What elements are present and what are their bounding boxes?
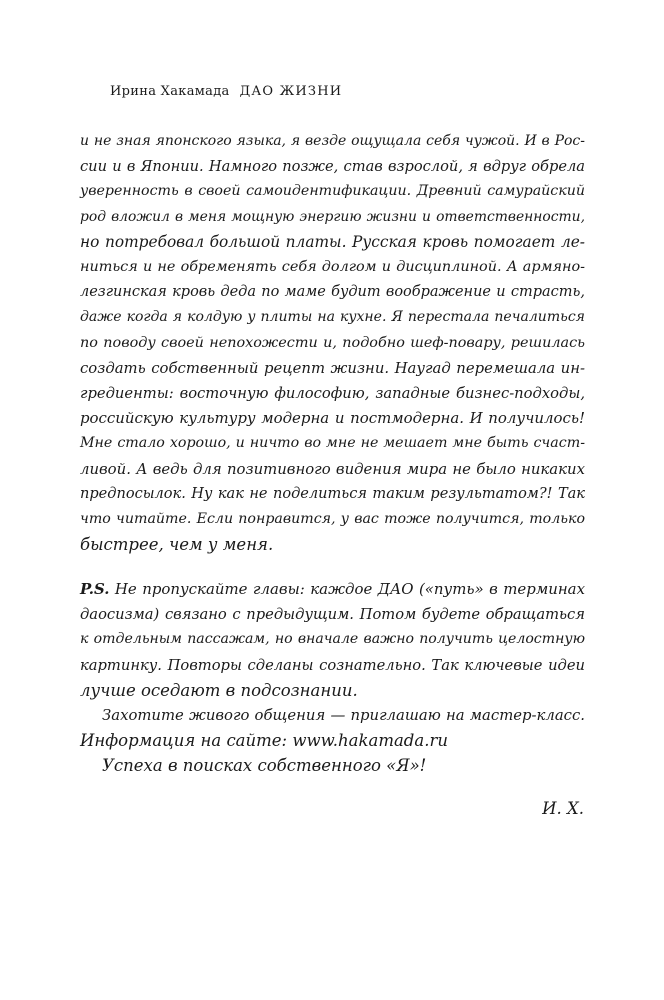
text-line: даосизма) связано с предыдущим. Потом будете обращаться [80, 606, 585, 624]
text-line: ливой. А ведь для позитивного видения мира не было никаких [80, 459, 585, 478]
text-line: но потребовал большой платы. Русская кровь помогает ле- [80, 232, 585, 251]
ps-first-line [80, 577, 585, 602]
text-line: создать собственный рецепт жизни. Наугад перемешала ин- [80, 359, 585, 377]
text-line: даже когда я колдую у плиты на кухне. Я перестала печалиться [80, 309, 585, 326]
running-head-author: Ирина Хакамада [110, 84, 230, 99]
text-line: ниться и не обременять себя долгом и дисциплиной. А армяно- [80, 259, 585, 276]
text-line: картинку. Повторы сделаны сознательно. Так ключевые идеи [80, 656, 585, 674]
ps-label: P.S. [80, 580, 110, 598]
text-line: и не зная японского языка, я везде ощущала себя чужой. И в Рос- [80, 133, 585, 149]
ps-paragraph [80, 577, 585, 779]
running-head [110, 84, 342, 99]
text-line: Мне стало хорошо, и ничто во мне не мешает мне быть счаст- [80, 435, 585, 452]
website-line: Информация на сайте: www.hakamada.ru [80, 731, 448, 751]
signature: И. Х. [542, 799, 584, 818]
text-line: уверенность в своей самоидентификации. Древний самурайский [80, 183, 585, 200]
text-line: что читайте. Если понравится, у вас тоже получится, только [80, 511, 585, 528]
text-line: лучше оседают в подсознании. [80, 680, 358, 700]
text-line: предпосылок. Ну как не поделиться таким результатом?! Так [80, 485, 585, 502]
running-head-title: ДАО ЖИЗНИ [239, 84, 343, 99]
text-line: российскую культуру модерна и постмодерна. И получилось! [80, 409, 585, 428]
ps-first-line-text: Не пропускайте главы: каждое ДАО («путь» в терминах [109, 580, 585, 598]
text-line: сии и в Японии. Намного позже, став взрослой, я вдруг обрела [80, 158, 585, 176]
main-paragraph [80, 129, 585, 557]
text-line: быстрее, чем у меня. [80, 535, 274, 555]
text-line: лезгинская кровь деда по маме будит воображение и страсть, [80, 284, 585, 301]
invite-line: Захотите живого общения — приглашаю на мастер-класс. [102, 707, 585, 725]
wish-line: Успеха в поисках собственного «Я»! [102, 756, 427, 776]
text-line: гредиенты: восточную философию, западные бизнес-подходы, [80, 385, 585, 403]
text-line: к отдельным пассажам, но вначале важно получить целостную [80, 631, 585, 648]
text-line: род вложил в меня мощную энергию жизни и ответственности, [80, 208, 585, 225]
text-line: по поводу своей непохожести и, подобно шеф-повару, решилась [80, 334, 585, 351]
